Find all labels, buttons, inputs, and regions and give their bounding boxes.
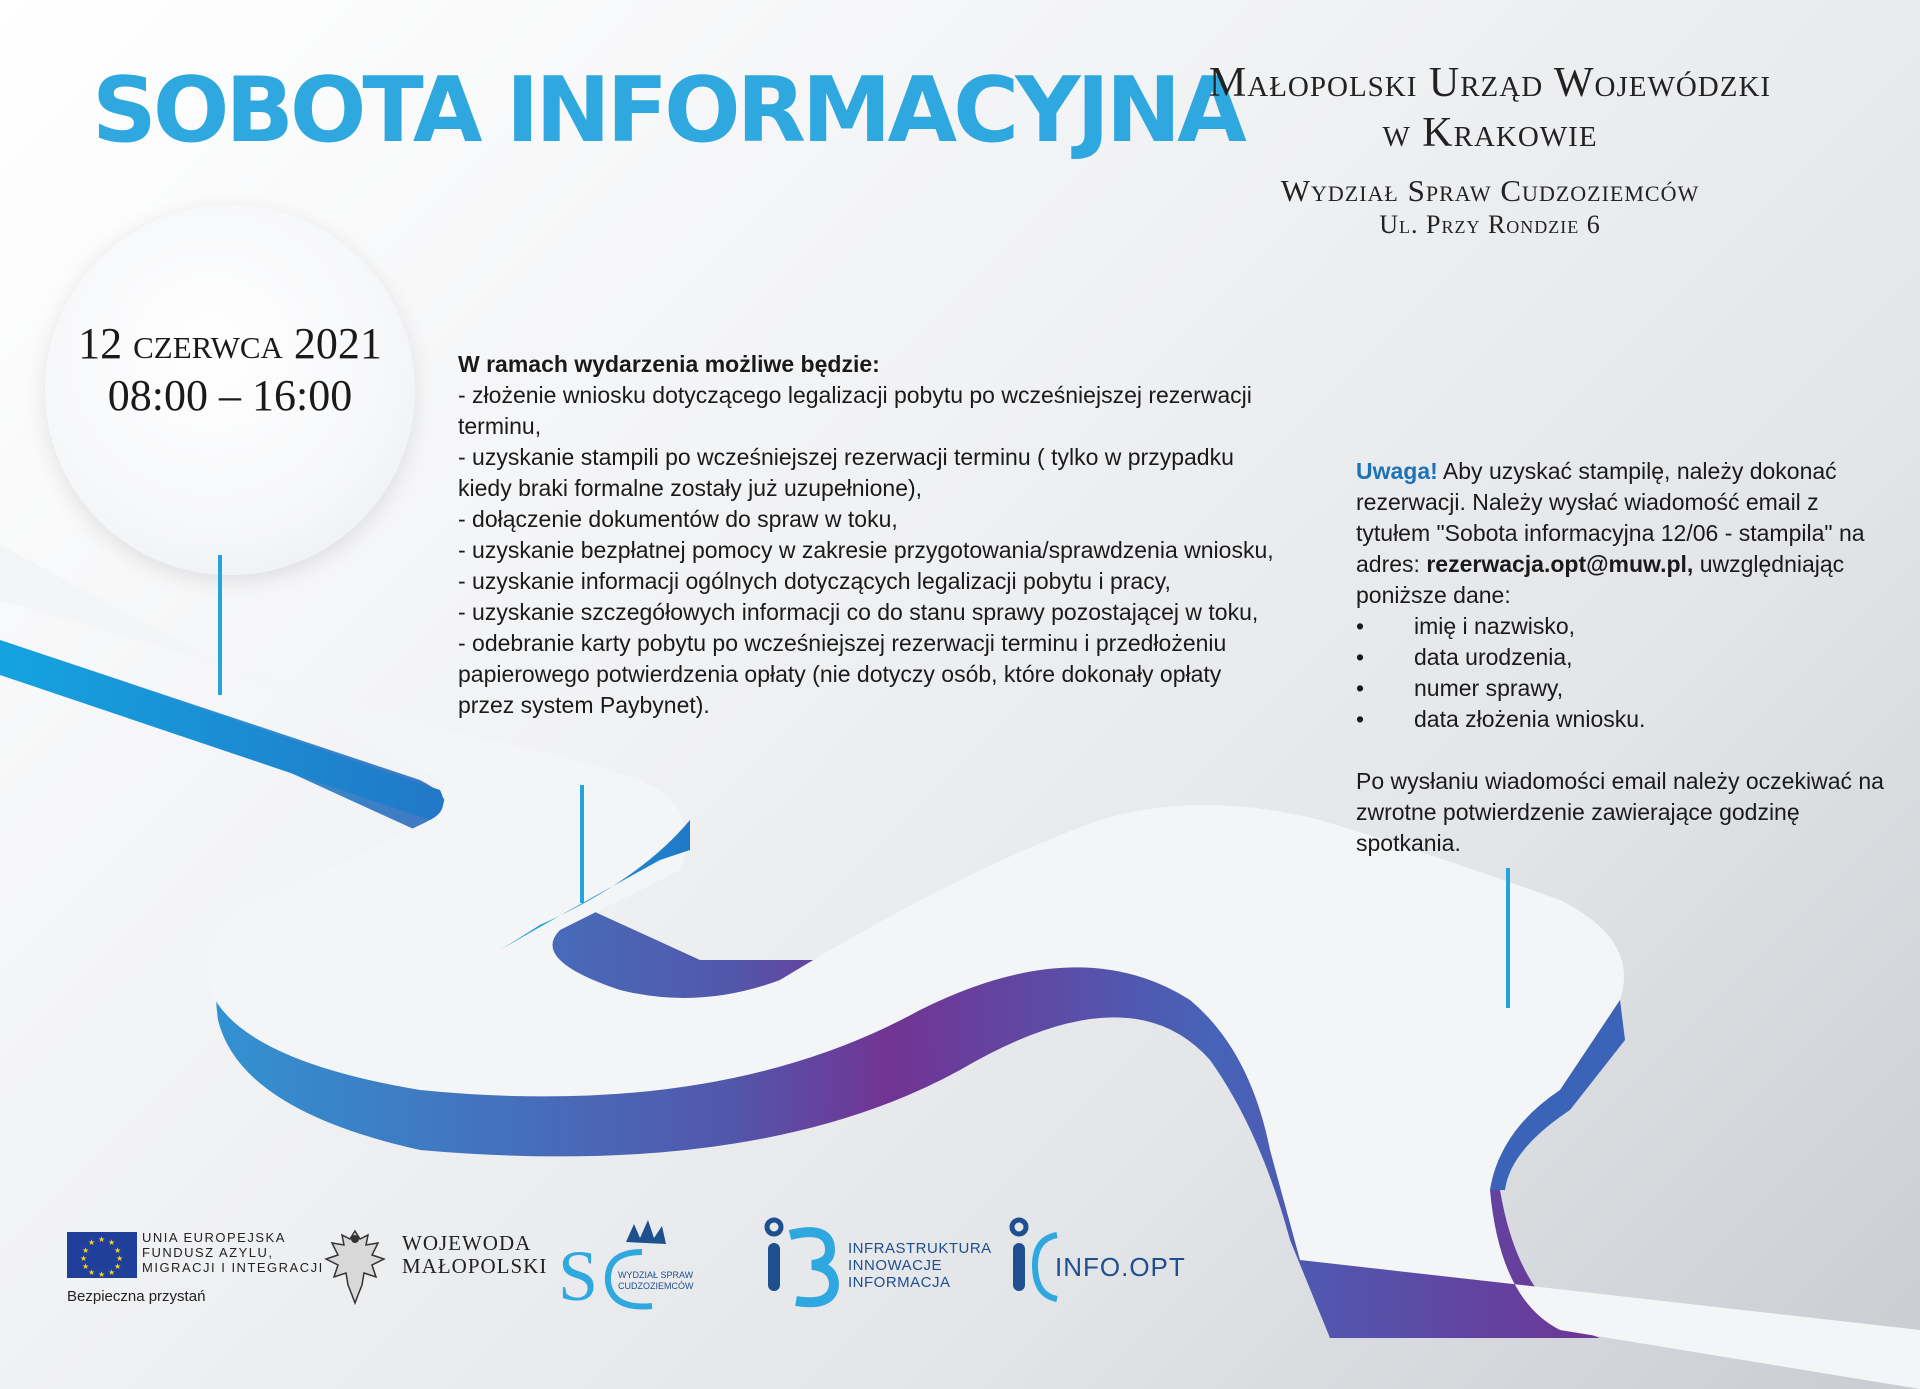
activity-item: - uzyskanie bezpłatnej pomocy w zakresie przygotowania/sprawdzenia wniosku, [458,537,1274,563]
note-intro [1356,456,1896,611]
svg-text:CUDZOZIEMCÓW: CUDZOZIEMCÓW [618,1281,694,1291]
reservation-note [1356,456,1896,859]
office-header [1110,58,1870,240]
note-closing: Po wysłaniu wiadomości email należy oczekiwać na zwrotne potwierdzenie zawierające godzinę spotkania. [1356,768,1884,856]
office-city: w Krakowie [1382,110,1598,156]
reservation-email-link[interactable]: rezerwacja.opt@muw.pl, [1426,551,1694,577]
activity-item: - złożenie wniosku dotyczącego legalizacji pobytu po wcześniejszej rezerwacji terminu, [458,382,1252,439]
department-name: Wydział Spraw Cudzoziemców [1280,173,1700,208]
wojewoda-label: WOJEWODA MAŁOPOLSKI [402,1231,548,1278]
event-time: 08:00 – 16:00 [107,371,353,420]
page-title: SOBOTA INFORMACYJNA [92,58,1243,163]
office-name: Małopolski Urząd Wojewódzki [1208,60,1772,106]
activity-item: - uzyskanie szczegółowych informacji co do stanu sprawy pozostającej w toku, [458,599,1259,625]
i3-logo-icon [760,1215,850,1310]
activity-item: - dołączenie dokumentów do spraw w toku, [458,506,898,532]
list-item: • imię i nazwisko, [1356,613,1576,639]
eu-fund-label: UNIA EUROPEJSKA FUNDUSZ AZYLU, MIGRACJI I INTEGRACJI [142,1230,324,1275]
required-data-list [1356,611,1896,735]
activities-list [458,349,1278,721]
activity-item: - uzyskanie informacji ogólnych dotyczących legalizacji pobytu i pracy, [458,568,1171,594]
timeline-marker-2 [580,785,584,903]
office-address: Ul. Przy Rondzie 6 [1379,210,1601,239]
timeline-marker-3 [1506,868,1510,1008]
footer-logos [0,1210,1920,1330]
list-item: • data urodzenia, [1356,644,1573,670]
event-datetime [35,318,425,422]
activity-item: - uzyskanie stampili po wcześniejszej rezerwacji terminu ( tylko w przypadku kiedy braki formalne zostały już uzupełnione), [458,444,1234,501]
foreigners-department-logo [556,1212,716,1312]
eu-fund-subtitle: Bezpieczna przystań [67,1288,206,1305]
list-item: • numer sprawy, [1356,675,1564,701]
note-text: Aby uzyskać stampilę, należy dokonać rezerwacji. Należy wysłać wiadomość email z tytułem "Sobota informacyjna 12/06 - stampila" na adres: [1356,458,1865,577]
eu-flag-icon: ★ ★ ★ ★ ★ ★ ★ ★ ★ ★ ★ ★ [67,1232,137,1278]
svg-text:WYDZIAŁ SPRAW: WYDZIAŁ SPRAW [618,1270,694,1280]
eagle-emblem-icon [320,1225,390,1305]
i3-label: INFRASTRUKTURA INNOWACJE INFORMACJA [848,1240,992,1291]
event-date: 12 czerwca 2021 [78,319,382,368]
note-after-email: uwzględniając poniższe dane: [1356,551,1845,608]
note-label: Uwaga! [1356,458,1438,484]
info-opt-label: INFO.OPT [1055,1252,1186,1282]
svg-text:S: S [558,1236,599,1312]
timeline-marker-1 [218,555,222,695]
list-item: • data złożenia wniosku. [1356,706,1646,732]
activity-item: - odebranie karty pobytu po wcześniejszej rezerwacji terminu i przedłożeniu papierowego potwierdzenia opłaty (nie dotyczy osób, które dokonały opłaty przez system Paybynet). [458,630,1227,718]
activities-heading: W ramach wydarzenia możliwe będzie: [458,351,880,377]
